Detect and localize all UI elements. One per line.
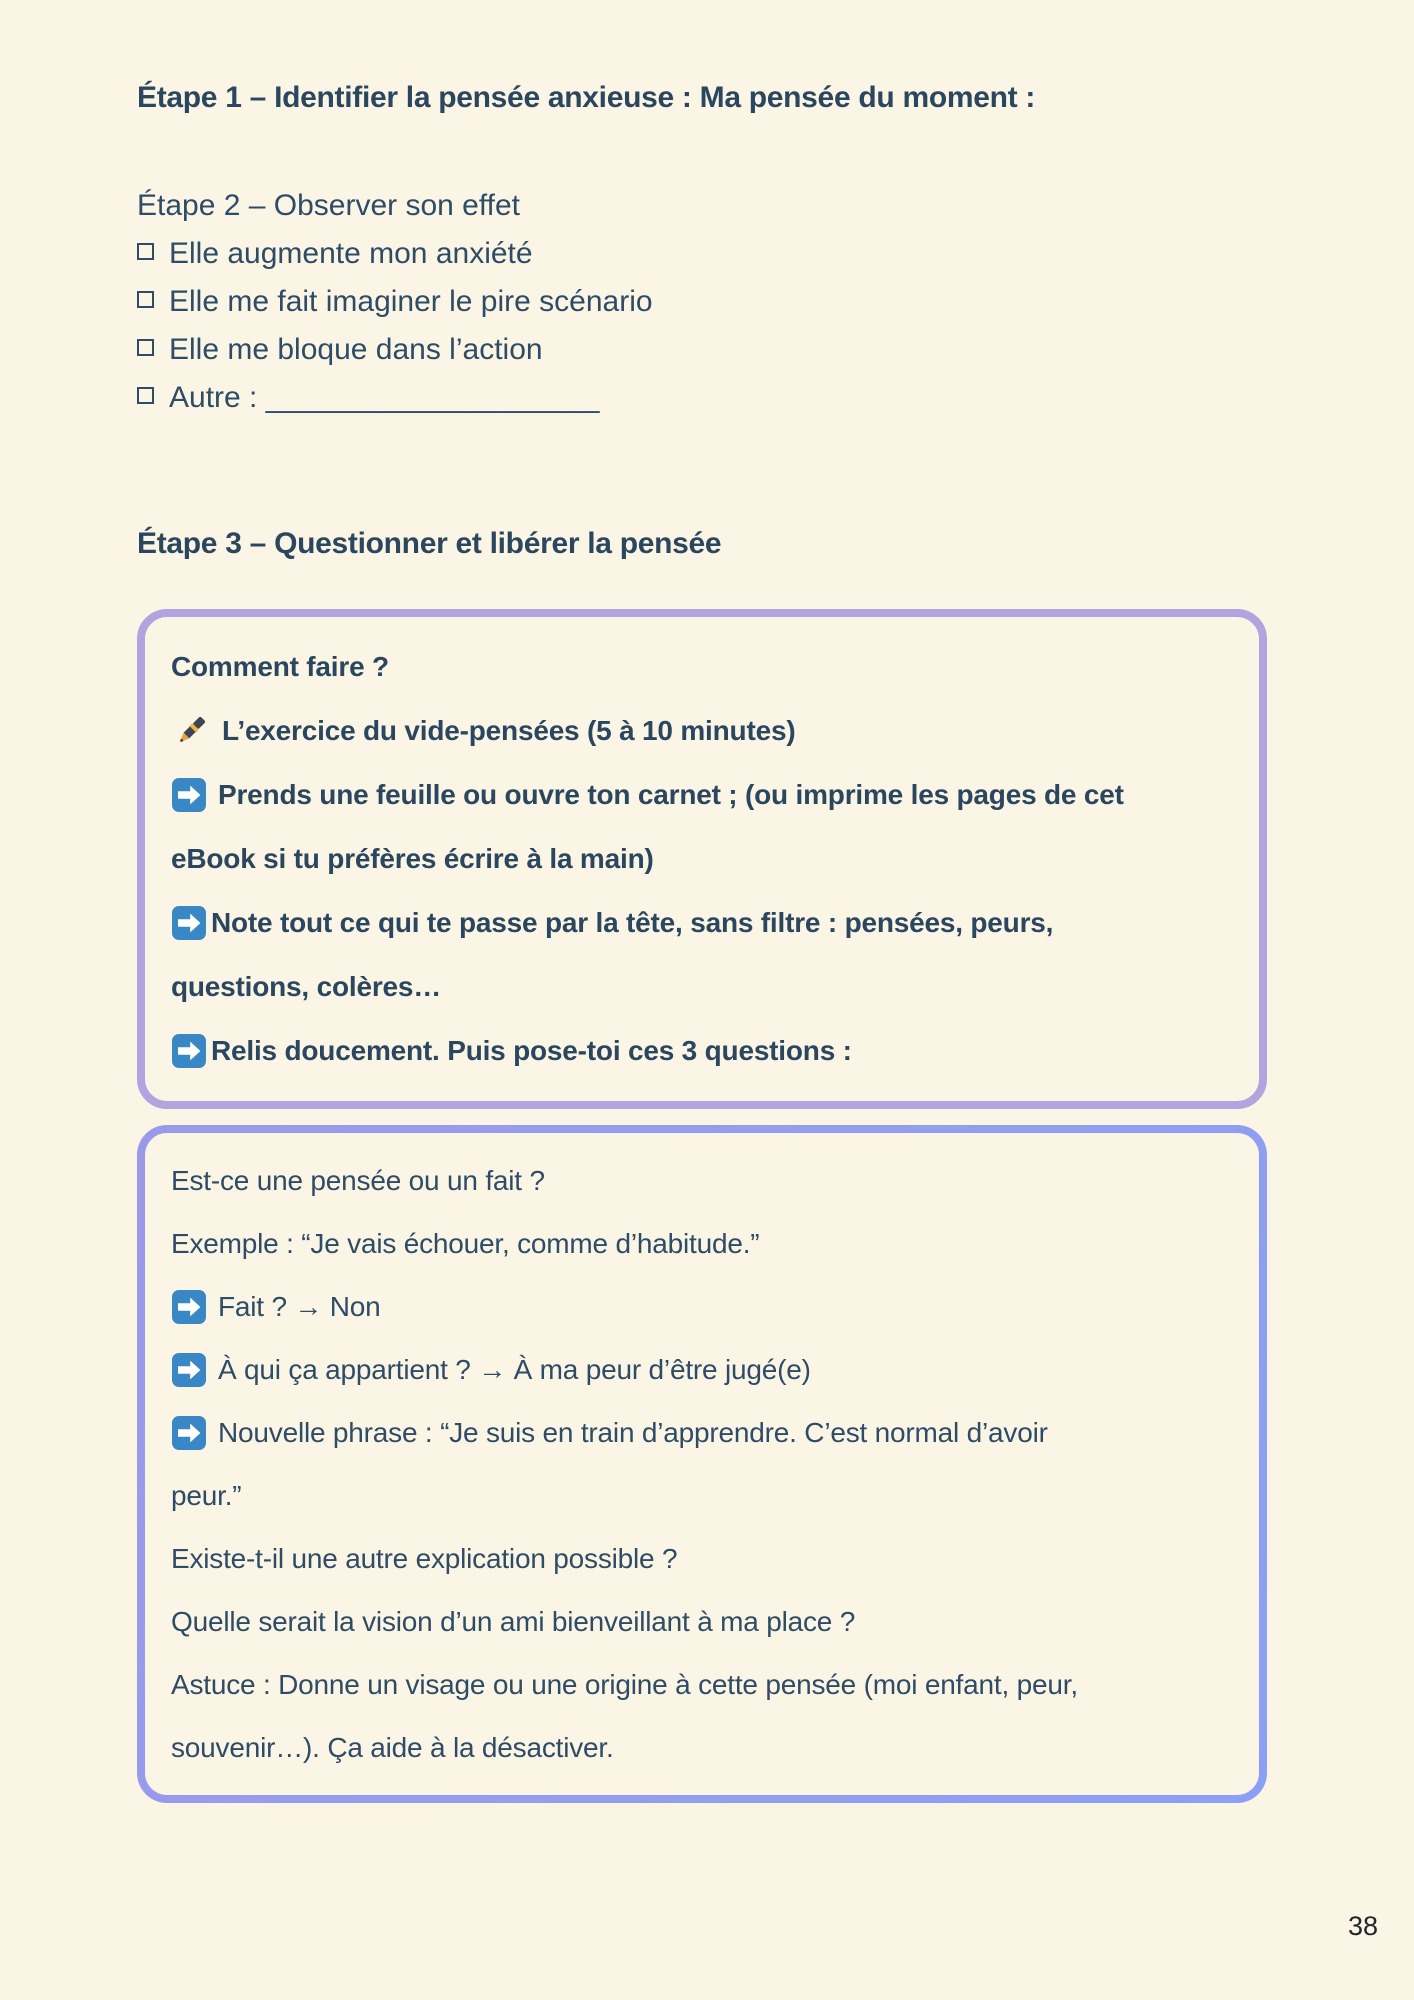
box-text-line <box>171 827 1233 891</box>
box-text-line <box>171 1212 1233 1275</box>
checkbox-option <box>137 374 1374 422</box>
arrow-right-icon <box>171 905 207 941</box>
checkbox-icon <box>137 291 154 308</box>
step1-heading: Étape 1 – Identifier la pensée anxieuse : Ma pensée du moment : <box>137 81 1036 114</box>
box-text-line <box>171 699 1233 763</box>
pen-icon <box>171 711 211 751</box>
checkbox-icon <box>137 339 154 356</box>
box-text-line <box>171 1149 1233 1212</box>
box-line-text: Quelle serait la vision d’un ami bienveillant à ma place ? <box>171 1605 856 1637</box>
box-line-text: Note tout ce qui te passe par la tête, sans filtre : pensées, peurs, <box>211 907 1054 938</box>
checkbox-option-label: Elle me bloque dans l’action <box>169 333 543 366</box>
questions-box <box>137 1125 1267 1803</box>
box-line-text: Relis doucement. Puis pose-toi ces 3 questions : <box>211 1035 852 1066</box>
page-number: 38 <box>1347 1911 1378 1941</box>
box-line-text: L’exercice du vide-pensées (5 à 10 minutes) <box>222 715 796 746</box>
box-line-text: À qui ça appartient ? → À ma peur d’être jugé(e) <box>218 1353 811 1385</box>
checkbox-option <box>137 278 1374 326</box>
box-line-text: peur.” <box>171 1479 242 1511</box>
box-text-line <box>171 763 1233 827</box>
arrow-right-icon <box>171 1415 207 1451</box>
box-text-line <box>171 1527 1233 1590</box>
box-text-line <box>171 1338 1233 1401</box>
arrow-right-icon <box>171 1033 207 1069</box>
how-to-box <box>137 609 1267 1109</box>
box-line-text: Existe-t-il une autre explication possible ? <box>171 1542 678 1574</box>
checkbox-option-label: Autre : ____________________ <box>169 381 600 414</box>
box-line-text: Fait ? → Non <box>218 1290 381 1322</box>
arrow-right-icon <box>171 777 207 813</box>
box-text-line <box>171 1275 1233 1338</box>
box-line-text: eBook si tu préfères écrire à la main) <box>171 843 654 874</box>
checkbox-option <box>137 230 1374 278</box>
box-text-line <box>171 1401 1233 1464</box>
step3-heading: Étape 3 – Questionner et libérer la pensée <box>137 527 722 560</box>
step2-options <box>137 230 1374 422</box>
step2-heading: Étape 2 – Observer son effet <box>137 189 521 222</box>
checkbox-option-label: Elle me fait imaginer le pire scénario <box>169 285 653 318</box>
box-text-line <box>171 955 1233 1019</box>
arrow-right-icon <box>171 1289 207 1325</box>
box-text-line <box>171 635 1233 699</box>
box-text-line <box>171 1019 1233 1083</box>
checkbox-option <box>137 326 1374 374</box>
box-text-line <box>171 1590 1233 1653</box>
box-line-text: Comment faire ? <box>171 651 389 682</box>
box-text-line <box>171 1716 1233 1779</box>
checkbox-icon <box>137 387 154 404</box>
arrow-right-icon <box>171 1352 207 1388</box>
box-line-text: Astuce : Donne un visage ou une origine à cette pensée (moi enfant, peur, <box>171 1668 1078 1700</box>
box-text-line <box>171 891 1233 955</box>
box-line-text: Nouvelle phrase : “Je suis en train d’apprendre. C’est normal d’avoir <box>218 1416 1048 1448</box>
checkbox-icon <box>137 243 154 260</box>
checkbox-option-label: Elle augmente mon anxiété <box>169 237 533 270</box>
box-line-text: Prends une feuille ou ouvre ton carnet ; (ou imprime les pages de cet <box>218 779 1124 810</box>
box-line-text: souvenir…). Ça aide à la désactiver. <box>171 1731 614 1763</box>
box-text-line <box>171 1653 1233 1716</box>
box-line-text: Exemple : “Je vais échouer, comme d’habitude.” <box>171 1227 760 1259</box>
box-line-text: questions, colères… <box>171 971 442 1002</box>
box-text-line <box>171 1464 1233 1527</box>
step2-section <box>137 182 1374 422</box>
box-line-text: Est-ce une pensée ou un fait ? <box>171 1164 545 1196</box>
